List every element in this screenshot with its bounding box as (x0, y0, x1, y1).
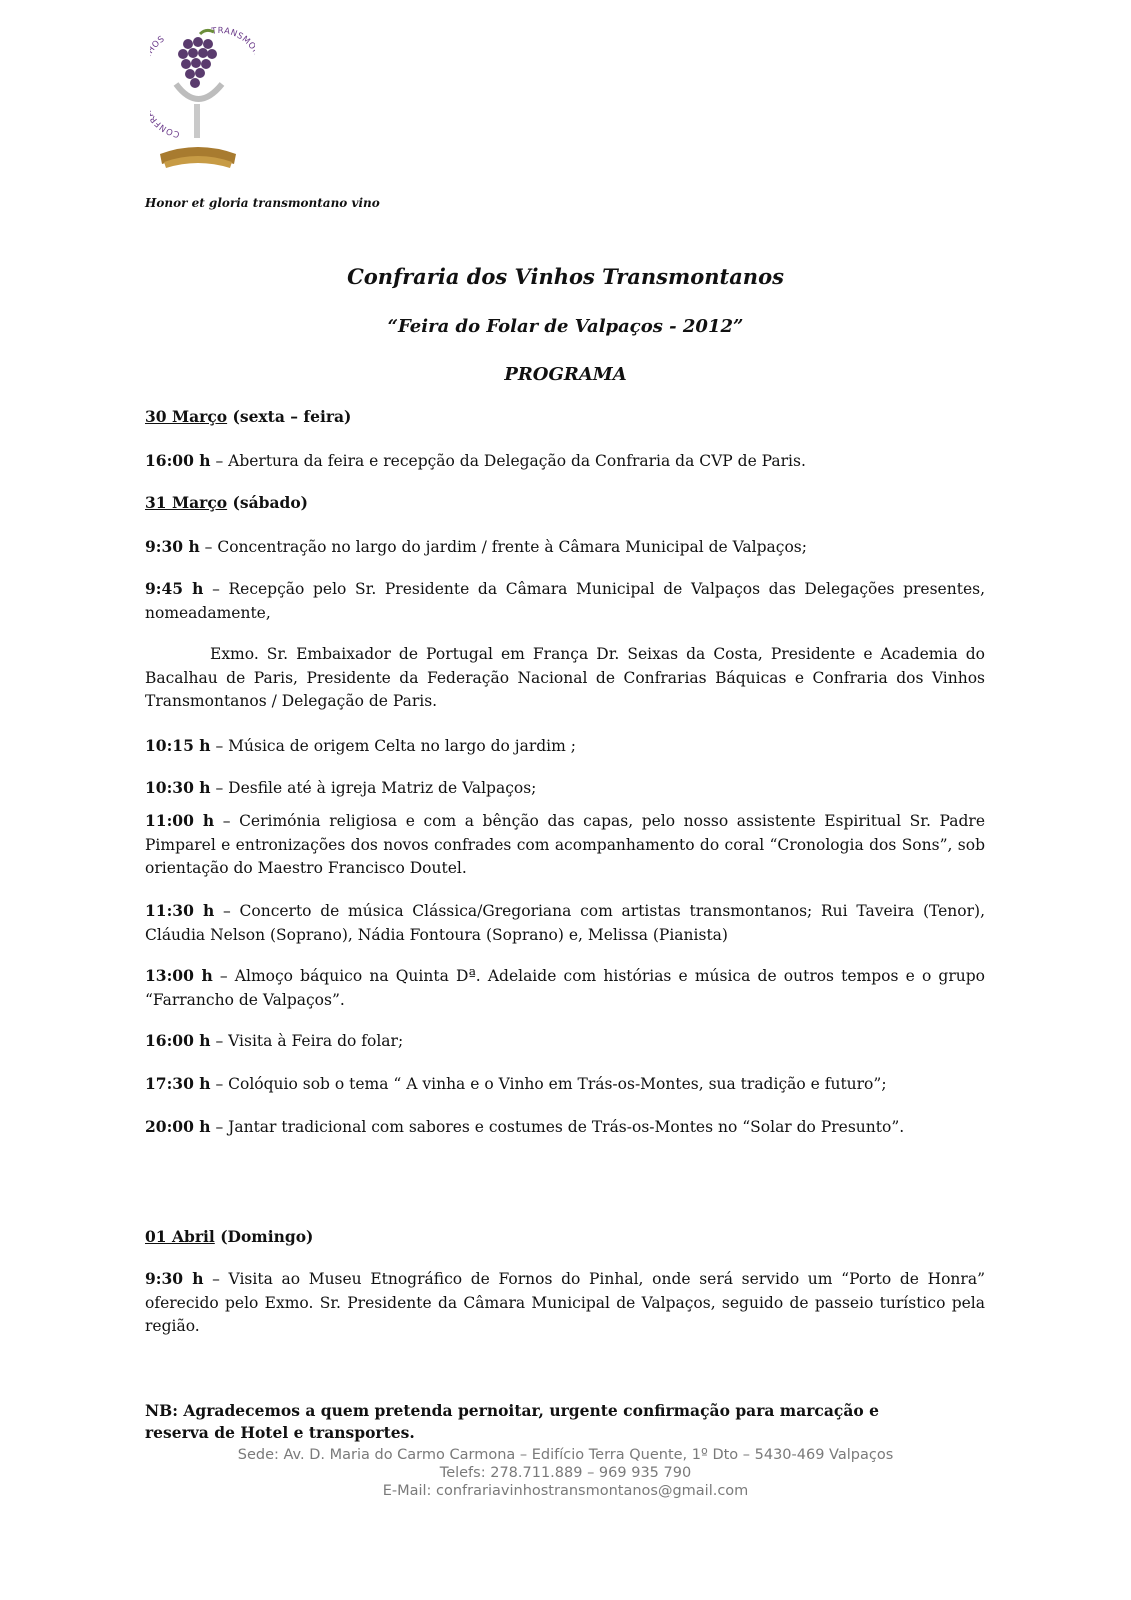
item-time: 20:00 h (145, 1117, 211, 1136)
logo-ring-text-right: TRANSM (210, 26, 253, 48)
schedule-item (145, 899, 985, 947)
schedule-item (145, 1267, 985, 1339)
motto: Honor et gloria transmontano vino (145, 196, 380, 210)
day1-heading (145, 405, 985, 429)
item-text: – Concerto de música Clássica/Gregoriana com artistas transmontanos; Rui Taveira (Tenor), Cláudia Nelson (Soprano), Nádia Fontoura (Soprano) e, Melissa (Pianista) (145, 902, 985, 944)
item-text: – Música de origem Celta no largo do jardim ; (210, 737, 576, 755)
schedule-item (145, 776, 985, 801)
day2-weekday: (sábado) (232, 493, 309, 512)
item-time: 16:00 h (145, 1031, 211, 1050)
item-time: 9:30 h (145, 1269, 204, 1288)
schedule-item (145, 734, 985, 759)
item-text: – Colóquio sob o tema “ A vinha e o Vinho em Trás-os-Montes, sua tradição e futuro”; (210, 1075, 887, 1093)
day2-date: 31 Março (145, 493, 228, 512)
confraria-logo (150, 22, 255, 177)
footer-email: E-Mail: confrariavinhostransmontanos@gmail.com (382, 1483, 749, 1499)
schedule-item (145, 1029, 985, 1054)
item-time: 13:00 h (145, 966, 213, 985)
schedule-item (145, 1072, 985, 1097)
schedule-item (145, 449, 985, 474)
item-text: – Visita à Feira do folar; (210, 1032, 404, 1050)
footer-address: Sede: Av. D. Maria do Carmo Carmona – Edifício Terra Quente, 1º Dto – 5430-469 Valpaços (237, 1447, 894, 1463)
item-time: 17:30 h (145, 1074, 211, 1093)
schedule-item (145, 577, 985, 625)
item-time: 10:15 h (145, 736, 211, 755)
footer-phones: Telefs: 278.711.889 – 969 935 790 (439, 1465, 692, 1481)
item-text: – Almoço báquico na Quinta Dª. Adelaide com histórias e música de outros tempos e o grupo “Farrancho de Valpaços”. (145, 967, 985, 1009)
program-title: PROGRAMA (504, 364, 627, 385)
org-title: Confraria dos Vinhos Transmontanos (347, 264, 784, 289)
day1-date: 30 Março (145, 407, 228, 426)
svg-text:TRANSMONTANOS (210, 26, 255, 87)
item-time: 11:00 h (145, 811, 215, 830)
schedule-item (145, 535, 985, 560)
day3-weekday: (Domingo) (220, 1227, 314, 1246)
schedule-item (145, 964, 985, 1012)
day3-heading (145, 1225, 985, 1249)
delegations-list: Exmo. Sr. Embaixador de Portugal em França Dr. Seixas da Costa, Presidente e Academia do Bacalhau de Paris, Presidente da Federação Nacional de Confrarias Báquicas e Confraria dos Vinhos Transmontanos / Delegação de Paris. (145, 645, 985, 710)
item-text: – Concentração no largo do jardim / frente à Câmara Municipal de Valpaços; (199, 538, 807, 556)
item-text: – Abertura da feira e recepção da Delegação da Confraria da CVP de Paris. (210, 452, 806, 470)
item-time: 16:00 h (145, 451, 211, 470)
item-text: – Jantar tradicional com sabores e costumes de Trás-os-Montes no “Solar do Presunto”. (210, 1118, 905, 1136)
item-text: – Visita ao Museu Etnográfico de Fornos do Pinhal, onde será servido um “Porto de Honra” oferecido pelo Exmo. Sr. Presidente da Câmara Municipal de Valpaços, seguido de passeio turístico pela região. (145, 1270, 985, 1335)
item-text: – Cerimónia religiosa e com a bênção das capas, pelo nosso assistente Espiritual Sr. Padre Pimparel e entronizações dos novos confrades com acompanhamento do coral “Cronologia dos Sons”, sob orientação do Maestro Francisco Doutel. (145, 812, 985, 877)
schedule-item (145, 809, 985, 881)
item-text: – Desfile até à igreja Matriz de Valpaços; (210, 779, 537, 797)
schedule-item (145, 1115, 985, 1140)
day1-weekday: (sexta – feira) (232, 407, 352, 426)
item-time: 9:45 h (145, 579, 204, 598)
item-text: – Recepção pelo Sr. Presidente da Câmara Municipal de Valpaços das Delegações presentes, nomeadamente, (145, 580, 985, 622)
event-title: “Feira do Folar de Valpaços - 2012” (387, 316, 744, 337)
day3-date: 01 Abril (145, 1227, 215, 1246)
logo-ring-text-left: CONF OS (150, 34, 181, 139)
nb-note: NB: Agradecemos a quem pretenda pernoitar, urgente confirmação para marcação e reserva de Hotel e transportes. (145, 1401, 879, 1442)
item-time: 9:30 h (145, 537, 200, 556)
day2-heading (145, 491, 985, 515)
item-time: 10:30 h (145, 778, 211, 797)
item-time: 11:30 h (145, 901, 215, 920)
